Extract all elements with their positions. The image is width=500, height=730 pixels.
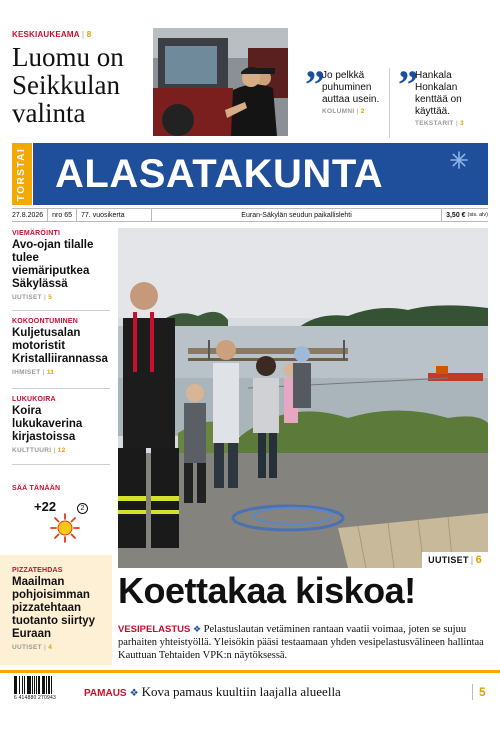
quote-mark-icon: ” [398,62,415,107]
bottom-title: Kova pamaus kuultiin laajalla alueella [141,684,341,699]
left-teaser-title: Koira lukukaverina kirjastoissa [12,405,83,443]
main-headline[interactable]: Koettakaa kiskoa! [118,570,416,611]
main-teaser[interactable] [12,30,152,127]
main-teaser-title: Luomu on Seikkulan valinta [12,42,124,128]
left-teaser-kicker: KOKOONTUMINEN [12,318,78,325]
left-teaser-1[interactable] [12,230,112,301]
bottom-kicker: PAMAUS [84,688,127,699]
pizza-title: Maailman pohjoisimman pizzatehtaan tuotanto siirtyy Euraan [12,576,96,640]
main-photo-rescue-demo [118,228,488,568]
quote-category-1: KOLUMNI | 2 [322,108,365,115]
left-divider [12,388,110,389]
paper-tagline: Euran-Säkylän seudun paikallislehti [152,209,442,221]
left-teaser-category: KULTTUURI | 12 [12,447,66,454]
section-tag[interactable]: UUTISET | 6 [422,552,488,568]
left-teaser-kicker: VIEMÄRÖINTI [12,230,61,237]
weather-box [12,485,112,550]
left-teaser-3[interactable] [12,396,112,454]
bottom-page: 5 [472,684,486,700]
quote-teaser-2[interactable] [398,62,490,127]
left-divider [12,464,110,465]
masthead-title: ALASATAKUNTA [55,151,384,196]
issue-volume: 77. vuosikerta [77,209,152,221]
left-teaser-title: Avo-ojan tilalle tulee viemäriputkea Säkylässä [12,239,94,290]
pizza-kicker: PIZZATEHDAS [12,567,63,574]
quote-category-2: TEKSTARIT | 3 [415,120,464,127]
weather-temperature: +22 [34,499,57,514]
day-label: TORSTAI [16,147,28,201]
day-tab [12,143,32,205]
barcode-bars [14,676,72,694]
pizza-category: UUTISET | 4 [12,644,53,651]
main-teaser-kicker: KESKIAUKEAMA | 8 [12,30,92,39]
main-lead [118,623,490,662]
barcode [14,676,72,702]
left-teaser-2[interactable] [12,318,112,376]
wind-speed: 2 [80,505,85,512]
wind-icon [77,503,88,514]
bottom-separator-icon: ❖ [129,688,139,699]
quote-text-1: Jo pelkkä puhuminen auttaa usein. [322,70,380,105]
left-teaser-category: IHMISET | 11 [12,369,55,376]
bottom-teaser[interactable] [84,684,341,700]
pizza-teaser[interactable] [0,555,112,665]
left-teaser-title: Kuljetusalan motoristit Kristalliirannassa [12,327,108,365]
teaser-photo-tractor [153,28,288,136]
weather-label: SÄÄ TÄNÄÄN [12,485,61,492]
barcode-number: 6 414880 270943 [14,695,56,701]
issue-price: 3,50 € (sis. alv) [446,211,488,219]
quote-teaser-1[interactable] [305,62,385,115]
barcode-bar [51,676,53,694]
snowflake-icon [450,151,468,169]
sun-icon [50,513,80,543]
left-divider [12,310,110,311]
quote-mark-icon: ” [305,62,322,107]
quote-divider [389,68,390,138]
masthead-banner [33,143,488,205]
quote-text-2: Hankala Honkalan kenttää on käyttää. [415,70,462,117]
masthead-info-row [12,208,488,222]
left-teaser-kicker: LUKUKOIRA [12,396,56,403]
lead-separator-icon: ❖ [192,624,202,634]
lead-kicker: VESIPELASTUS [118,624,191,635]
left-teaser-category: UUTISET | 5 [12,294,53,301]
issue-date: 27.8.2026 [12,209,48,221]
lead-text: Pelastuslautan vetäminen rantaan vaatii voimaa, joten se sujuu parhaiten yhteistyöllä. Yleisökin pääsi testaamaan yhden vesipelastusvälineen hallintaa Kauttuan Tehtaiden VPK:n näytöksessä. [118,624,484,661]
issue-number: nro 65 [48,209,77,221]
